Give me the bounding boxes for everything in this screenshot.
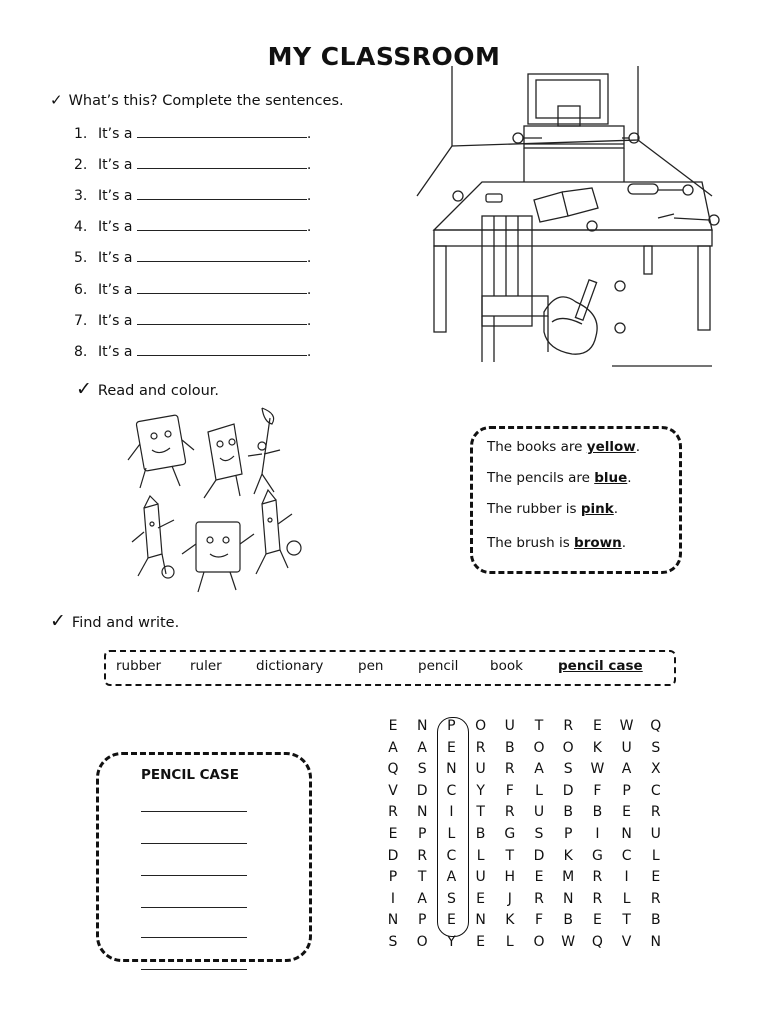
grid-letter[interactable]: R <box>475 739 486 756</box>
grid-letter[interactable]: K <box>505 912 515 929</box>
grid-letter[interactable]: L <box>505 934 514 950</box>
grid-letter[interactable]: R <box>592 869 603 886</box>
grid-letter[interactable]: O <box>533 739 545 756</box>
grid-letter[interactable]: U <box>475 761 486 778</box>
answer-blank[interactable] <box>137 249 307 262</box>
instruction-colour <box>76 378 219 400</box>
instruction-complete <box>50 90 344 109</box>
grid-letter[interactable]: B <box>504 739 515 756</box>
school-supplies-characters-illustration <box>122 404 304 600</box>
grid-letter[interactable]: R <box>650 804 661 821</box>
grid-letter[interactable]: A <box>621 761 632 778</box>
checkmark-icon: ✓ <box>50 610 66 632</box>
grid-letter[interactable]: B <box>563 804 573 821</box>
grid-letter[interactable]: R <box>388 804 398 821</box>
colour-instruction-line <box>487 439 640 455</box>
grid-letter[interactable]: I <box>449 804 454 821</box>
grid-letter[interactable]: E <box>388 718 398 734</box>
word-bank-item: ruler <box>190 658 222 674</box>
grid-letter[interactable]: Y <box>476 782 485 799</box>
grid-letter[interactable]: E <box>388 826 398 842</box>
grid-letter[interactable]: R <box>650 890 661 907</box>
grid-letter[interactable]: E <box>476 934 486 950</box>
grid-letter[interactable]: O <box>533 934 545 950</box>
answer-line[interactable] <box>141 875 247 876</box>
sentence-item: 3. It’s a . <box>74 188 312 204</box>
colour-line-end: . <box>627 470 632 486</box>
word-bank-item: pencil <box>418 658 459 674</box>
word-bank-item: rubber <box>116 658 162 674</box>
answer-line[interactable] <box>141 811 247 812</box>
sentence-text: It’s a <box>98 344 133 360</box>
answer-blank[interactable] <box>137 187 307 200</box>
grid-letter[interactable]: N <box>562 890 574 907</box>
sentence-item: 5. It’s a . <box>74 250 312 266</box>
grid-letter[interactable]: I <box>595 826 600 842</box>
instruction-text: Read and colour. <box>97 383 220 399</box>
grid-letter[interactable]: B <box>563 912 573 929</box>
grid-letter[interactable]: B <box>592 804 603 821</box>
grid-letter[interactable]: L <box>447 826 456 842</box>
grid-letter[interactable]: V <box>621 934 632 950</box>
grid-letter[interactable]: S <box>651 739 661 756</box>
grid-letter[interactable]: L <box>535 782 543 799</box>
grid-letter[interactable]: N <box>621 826 632 842</box>
grid-letter[interactable]: Q <box>591 934 603 950</box>
classroom-illustration <box>412 66 724 370</box>
grid-letter[interactable]: N <box>387 912 399 929</box>
grid-letter[interactable]: G <box>591 847 603 864</box>
answer-blank[interactable] <box>137 156 307 169</box>
grid-letter[interactable]: A <box>417 890 427 907</box>
grid-letter[interactable]: E <box>592 718 602 734</box>
grid-letter[interactable]: L <box>651 847 660 864</box>
grid-letter[interactable]: D <box>387 847 399 864</box>
grid-letter[interactable]: R <box>417 847 428 864</box>
sentence-item: 7. It’s a . <box>74 313 312 329</box>
grid-letter[interactable]: B <box>650 912 661 929</box>
grid-letter[interactable]: T <box>622 912 631 929</box>
sentence-item: 2. It’s a . <box>74 157 312 173</box>
sentence-number: 8. <box>74 344 88 360</box>
grid-letter[interactable]: S <box>417 761 427 778</box>
colour-line-text: The books are <box>487 439 587 455</box>
instruction-text: What’s this? Complete the sentences. <box>68 93 344 109</box>
instruction-text: Find and write. <box>71 615 180 631</box>
colour-instruction-line <box>487 470 632 486</box>
grid-letter[interactable]: L <box>476 847 485 864</box>
grid-letter[interactable]: R <box>504 804 515 821</box>
answer-blank[interactable] <box>137 312 307 325</box>
colour-line-text: The brush is <box>487 535 575 551</box>
word-bank-item: book <box>490 658 523 674</box>
grid-letter[interactable]: E <box>534 869 544 886</box>
sentence-text: It’s a <box>98 219 133 235</box>
page-title: MY CLASSROOM <box>267 42 501 71</box>
grid-letter[interactable]: U <box>650 826 661 842</box>
sentence-text: It’s a <box>98 188 133 204</box>
grid-letter[interactable]: A <box>417 739 427 756</box>
grid-letter[interactable]: T <box>417 869 427 886</box>
word-bank <box>104 650 676 686</box>
answer-line[interactable] <box>141 937 247 938</box>
grid-letter[interactable]: U <box>475 869 486 886</box>
grid-letter[interactable]: C <box>650 782 661 799</box>
sentence-item: 8. It’s a . <box>74 344 312 360</box>
colour-line-text: The pencils are <box>487 470 595 486</box>
grid-letter[interactable]: G <box>504 826 516 842</box>
sentence-text: It’s a <box>98 250 133 266</box>
grid-letter[interactable]: E <box>476 890 486 907</box>
grid-letter[interactable]: P <box>563 826 573 842</box>
grid-letter[interactable]: C <box>446 782 457 799</box>
sentence-number: 3. <box>74 188 88 204</box>
grid-letter[interactable]: N <box>446 761 457 778</box>
word-bank-item: pencil case <box>558 658 643 674</box>
grid-letter[interactable]: E <box>592 912 602 929</box>
answer-blank[interactable] <box>137 281 307 294</box>
checkmark-icon: ✓ <box>76 378 92 400</box>
grid-letter[interactable]: J <box>507 890 512 907</box>
colour-word: blue <box>594 470 628 486</box>
sentence-text: It’s a <box>98 157 133 173</box>
sentence-number: 7. <box>74 313 88 329</box>
sentence-item: 6. It’s a . <box>74 282 312 298</box>
grid-letter[interactable]: E <box>446 912 456 929</box>
sentence-text: It’s a <box>98 313 133 329</box>
grid-letter[interactable]: O <box>562 739 574 756</box>
grid-letter[interactable]: T <box>505 847 515 864</box>
colour-line-text: The rubber is <box>487 501 581 517</box>
sentence-number: 4. <box>74 219 88 235</box>
grid-letter[interactable]: O <box>416 934 428 950</box>
grid-letter[interactable]: A <box>446 869 457 886</box>
grid-letter[interactable]: E <box>622 804 632 821</box>
grid-letter[interactable]: K <box>592 739 602 756</box>
checkmark-icon: ✓ <box>50 91 63 109</box>
grid-letter[interactable]: S <box>563 761 573 778</box>
grid-letter[interactable]: X <box>651 761 661 778</box>
grid-letter[interactable]: W <box>561 934 576 950</box>
grid-letter[interactable]: S <box>388 934 398 950</box>
pencil-case-title: PENCIL CASE <box>141 767 239 783</box>
grid-letter[interactable]: S <box>446 890 456 907</box>
answer-line[interactable] <box>141 907 247 908</box>
grid-letter[interactable]: V <box>388 782 398 799</box>
colour-instruction-line <box>487 535 626 551</box>
sentence-text: It’s a <box>98 126 133 142</box>
grid-letter[interactable]: R <box>534 890 544 907</box>
word-bank-item: pen <box>358 658 384 674</box>
grid-letter[interactable]: N <box>475 912 486 929</box>
grid-letter[interactable]: P <box>388 869 398 886</box>
grid-letter[interactable]: P <box>447 718 456 734</box>
grid-letter[interactable]: B <box>475 826 486 842</box>
grid-letter[interactable]: S <box>534 826 544 842</box>
sentence-number: 1. <box>74 126 88 142</box>
colour-word: yellow <box>586 439 636 455</box>
grid-letter[interactable]: R <box>592 890 603 907</box>
sentence-number: 6. <box>74 282 88 298</box>
grid-letter[interactable]: M <box>562 869 575 886</box>
pencil-case-box <box>96 752 312 962</box>
grid-letter[interactable]: I <box>390 890 396 907</box>
answer-blank[interactable] <box>137 125 307 138</box>
colour-word: brown <box>574 535 622 551</box>
grid-letter[interactable]: E <box>651 869 661 886</box>
grid-letter[interactable]: T <box>534 718 544 734</box>
grid-letter[interactable]: O <box>475 718 487 734</box>
grid-letter[interactable]: R <box>563 718 574 734</box>
grid-letter[interactable]: C <box>446 847 457 864</box>
grid-letter[interactable]: T <box>476 804 485 821</box>
grid-letter[interactable]: D <box>533 847 545 864</box>
grid-letter[interactable]: N <box>416 718 428 734</box>
grid-letter[interactable]: F <box>534 912 544 929</box>
grid-letter[interactable]: Q <box>387 761 399 778</box>
answer-line[interactable] <box>141 969 247 970</box>
colour-line-end: . <box>621 535 627 551</box>
answer-line[interactable] <box>141 843 247 844</box>
grid-letter[interactable]: W <box>619 718 634 734</box>
grid-letter[interactable]: A <box>534 761 544 778</box>
grid-letter[interactable]: P <box>417 826 427 842</box>
colour-instruction-line <box>487 501 618 517</box>
sentence-text: It’s a <box>98 282 133 298</box>
grid-letter[interactable]: C <box>621 847 632 864</box>
word-bank-item: dictionary <box>256 658 324 674</box>
grid-letter[interactable]: U <box>621 739 632 756</box>
colour-line-end: . <box>635 439 641 455</box>
grid-letter[interactable]: D <box>562 782 574 799</box>
grid-letter[interactable]: A <box>388 739 398 756</box>
colour-instructions-box <box>470 426 682 574</box>
grid-letter[interactable]: U <box>533 804 545 821</box>
grid-letter[interactable]: P <box>417 912 427 929</box>
circled-answer-pencil-case <box>437 717 469 937</box>
grid-letter[interactable]: W <box>590 761 605 778</box>
grid-letter[interactable]: I <box>624 869 629 886</box>
sentence-number: 5. <box>74 250 88 266</box>
grid-letter[interactable]: U <box>504 718 515 734</box>
grid-letter[interactable]: F <box>505 782 514 799</box>
grid-letter[interactable]: N <box>650 934 662 950</box>
sentence-item: 1. It’s a . <box>74 126 312 142</box>
grid-letter[interactable]: P <box>622 782 631 799</box>
grid-letter[interactable]: E <box>446 739 456 756</box>
instruction-find <box>50 610 179 632</box>
grid-letter[interactable]: N <box>416 804 428 821</box>
grid-letter[interactable]: R <box>504 761 515 778</box>
grid-letter[interactable]: K <box>563 847 573 864</box>
grid-letter[interactable]: Q <box>650 718 662 734</box>
grid-letter[interactable]: H <box>504 869 516 886</box>
answer-blank[interactable] <box>137 343 307 356</box>
grid-letter[interactable]: D <box>416 782 428 799</box>
colour-line-end: . <box>613 501 619 517</box>
grid-letter[interactable]: Y <box>447 934 456 950</box>
sentence-item: 4. It’s a . <box>74 219 312 235</box>
colour-word: pink <box>580 501 614 517</box>
grid-letter[interactable]: L <box>622 890 631 907</box>
answer-blank[interactable] <box>137 218 307 231</box>
sentence-number: 2. <box>74 157 88 173</box>
grid-letter[interactable]: F <box>593 782 602 799</box>
